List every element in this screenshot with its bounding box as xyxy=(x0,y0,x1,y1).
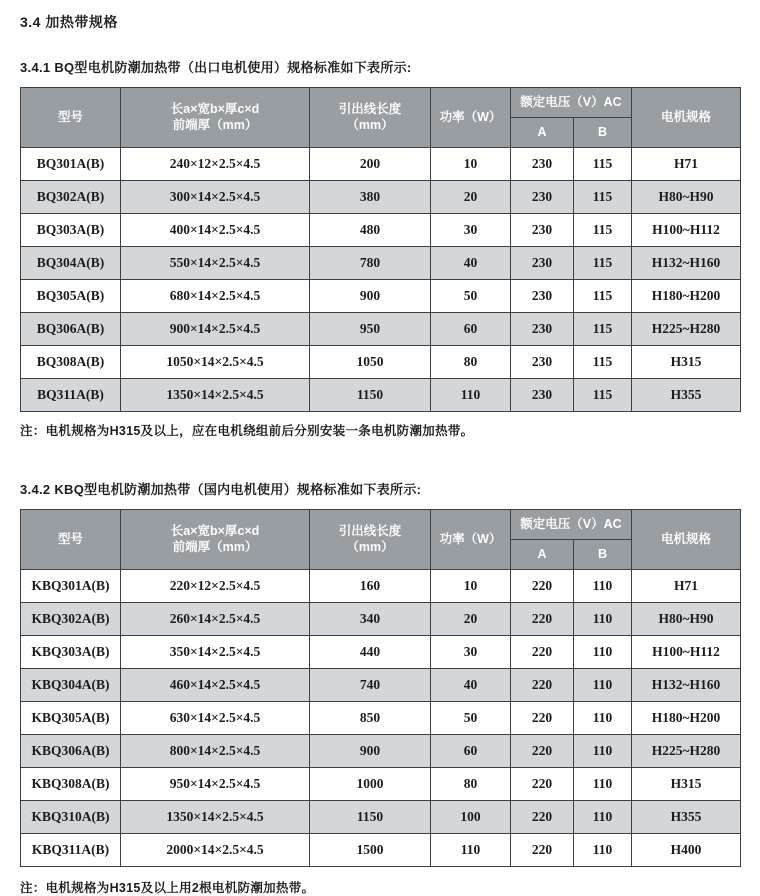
table-cell: 220 xyxy=(511,669,574,702)
table-cell: 110 xyxy=(574,570,632,603)
kbq-table-body xyxy=(21,570,741,867)
column-header-power: 功率（W） xyxy=(431,510,511,570)
table-cell: 115 xyxy=(574,148,632,181)
table-cell: 1350×14×2.5×4.5 xyxy=(121,379,310,412)
column-header-motor-spec: 电机规格 xyxy=(632,510,741,570)
table-cell: 380 xyxy=(310,181,431,214)
table-cell: H180~H200 xyxy=(632,280,741,313)
table-cell: 40 xyxy=(431,247,511,280)
table-cell: 20 xyxy=(431,181,511,214)
table-cell: 220 xyxy=(511,834,574,867)
bq-spec-table xyxy=(20,87,741,412)
table-cell: 50 xyxy=(431,280,511,313)
table-cell: KBQ305A(B) xyxy=(21,702,121,735)
table-cell: 900 xyxy=(310,735,431,768)
table-cell: BQ308A(B) xyxy=(21,346,121,379)
table-cell: 440 xyxy=(310,636,431,669)
table-cell: 230 xyxy=(511,148,574,181)
kbq-table-header xyxy=(21,510,741,570)
table-row xyxy=(21,603,741,636)
table-cell: 160 xyxy=(310,570,431,603)
table-cell: 115 xyxy=(574,379,632,412)
table-cell: 230 xyxy=(511,346,574,379)
page-title: 3.4 加热带规格 xyxy=(20,14,118,30)
table-cell: H355 xyxy=(632,379,741,412)
column-header-model: 型号 xyxy=(21,88,121,148)
table-cell: 40 xyxy=(431,669,511,702)
column-header-motor-spec: 电机规格 xyxy=(632,88,741,148)
table-cell: 220 xyxy=(511,702,574,735)
table-cell: KBQ303A(B) xyxy=(21,636,121,669)
table-cell: KBQ304A(B) xyxy=(21,669,121,702)
table-row xyxy=(21,247,741,280)
table-cell: 220 xyxy=(511,735,574,768)
table-cell: KBQ308A(B) xyxy=(21,768,121,801)
column-header-power: 功率（W） xyxy=(431,88,511,148)
table-cell: 350×14×2.5×4.5 xyxy=(121,636,310,669)
bq-table-body xyxy=(21,148,741,412)
bq-table-header xyxy=(21,88,741,148)
table-row xyxy=(21,214,741,247)
table-cell: 110 xyxy=(574,735,632,768)
table-cell: KBQ302A(B) xyxy=(21,603,121,636)
column-header-lead-line1: 引出线长度 xyxy=(338,523,402,538)
table-cell: 230 xyxy=(511,214,574,247)
table-cell: 2000×14×2.5×4.5 xyxy=(121,834,310,867)
table-cell: KBQ311A(B) xyxy=(21,834,121,867)
table-cell: KBQ310A(B) xyxy=(21,801,121,834)
table-cell: H71 xyxy=(632,148,741,181)
column-header-rated-voltage: 额定电压（V）AC xyxy=(511,88,632,118)
table-row xyxy=(21,313,741,346)
table-cell: 780 xyxy=(310,247,431,280)
table-row xyxy=(21,768,741,801)
section-heading-kbq: 3.4.2 KBQ型电机防潮加热带（国内电机使用）规格标准如下表所示: xyxy=(20,482,422,497)
column-header-dimensions-line1: 长a×宽b×厚c×d xyxy=(170,523,260,538)
table-cell: 115 xyxy=(574,214,632,247)
table-cell: H400 xyxy=(632,834,741,867)
table-row xyxy=(21,834,741,867)
table-cell: 200 xyxy=(310,148,431,181)
table-row xyxy=(21,181,741,214)
table-cell: H355 xyxy=(632,801,741,834)
table-cell: 480 xyxy=(310,214,431,247)
column-header-lead-line1: 引出线长度 xyxy=(338,101,402,116)
table-cell: 1000 xyxy=(310,768,431,801)
table-row xyxy=(21,801,741,834)
table-cell: BQ302A(B) xyxy=(21,181,121,214)
table-cell: 115 xyxy=(574,247,632,280)
table-cell: KBQ301A(B) xyxy=(21,570,121,603)
column-header-dimensions-line2: 前端厚（mm） xyxy=(172,117,258,132)
table-cell: H132~H160 xyxy=(632,247,741,280)
table-cell: BQ306A(B) xyxy=(21,313,121,346)
table-cell: KBQ306A(B) xyxy=(21,735,121,768)
table-cell: 220 xyxy=(511,801,574,834)
column-header-dimensions xyxy=(121,88,310,148)
table-cell: H225~H280 xyxy=(632,313,741,346)
table-cell: 230 xyxy=(511,313,574,346)
table-cell: 680×14×2.5×4.5 xyxy=(121,280,310,313)
table-cell: H315 xyxy=(632,768,741,801)
table-cell: 110 xyxy=(574,834,632,867)
table-cell: 10 xyxy=(431,148,511,181)
table-row xyxy=(21,148,741,181)
table-cell: 80 xyxy=(431,768,511,801)
table-cell: 60 xyxy=(431,313,511,346)
table-row xyxy=(21,702,741,735)
column-header-voltage-a: A xyxy=(511,540,574,570)
table-cell: 115 xyxy=(574,313,632,346)
table-cell: 1500 xyxy=(310,834,431,867)
table-cell: 80 xyxy=(431,346,511,379)
table-cell: 50 xyxy=(431,702,511,735)
table-cell: 1150 xyxy=(310,379,431,412)
table-cell: 220×12×2.5×4.5 xyxy=(121,570,310,603)
column-header-model: 型号 xyxy=(21,510,121,570)
table-cell: 10 xyxy=(431,570,511,603)
column-header-lead-length xyxy=(310,88,431,148)
table-cell: 115 xyxy=(574,346,632,379)
table-cell: 1150 xyxy=(310,801,431,834)
table-cell: 900 xyxy=(310,280,431,313)
table-cell: 900×14×2.5×4.5 xyxy=(121,313,310,346)
table-cell: H80~H90 xyxy=(632,603,741,636)
table-cell: BQ305A(B) xyxy=(21,280,121,313)
table-cell: 110 xyxy=(431,379,511,412)
table-cell: 260×14×2.5×4.5 xyxy=(121,603,310,636)
column-header-voltage-b: B xyxy=(574,118,632,148)
table-cell: 110 xyxy=(431,834,511,867)
table-cell: H71 xyxy=(632,570,741,603)
table-cell: 230 xyxy=(511,280,574,313)
table-cell: 60 xyxy=(431,735,511,768)
column-header-dimensions-line1: 长a×宽b×厚c×d xyxy=(170,101,260,116)
section-heading-bq: 3.4.1 BQ型电机防潮加热带（出口电机使用）规格标准如下表所示: xyxy=(20,60,412,75)
table-cell: 240×12×2.5×4.5 xyxy=(121,148,310,181)
column-header-dimensions-line2: 前端厚（mm） xyxy=(172,539,258,554)
table-row xyxy=(21,379,741,412)
table-cell: H180~H200 xyxy=(632,702,741,735)
table-row xyxy=(21,280,741,313)
kbq-spec-table xyxy=(20,509,741,867)
table-cell: 115 xyxy=(574,280,632,313)
table-cell: H315 xyxy=(632,346,741,379)
column-header-lead-line2: （mm） xyxy=(346,539,394,554)
table-cell: BQ311A(B) xyxy=(21,379,121,412)
table-cell: 950 xyxy=(310,313,431,346)
table-cell: 220 xyxy=(511,570,574,603)
table-cell: 230 xyxy=(511,247,574,280)
table-cell: 115 xyxy=(574,181,632,214)
table-cell: 1050 xyxy=(310,346,431,379)
table-row xyxy=(21,570,741,603)
kbq-table-note: 注：电机规格为H315及以上用2根电机防潮加热带。 xyxy=(20,881,315,895)
table-cell: 230 xyxy=(511,379,574,412)
table-cell: 460×14×2.5×4.5 xyxy=(121,669,310,702)
table-cell: 850 xyxy=(310,702,431,735)
table-cell: 950×14×2.5×4.5 xyxy=(121,768,310,801)
table-cell: 300×14×2.5×4.5 xyxy=(121,181,310,214)
table-cell: 1050×14×2.5×4.5 xyxy=(121,346,310,379)
table-row xyxy=(21,346,741,379)
table-cell: H225~H280 xyxy=(632,735,741,768)
table-cell: 220 xyxy=(511,603,574,636)
table-cell: 340 xyxy=(310,603,431,636)
column-header-lead-line2: （mm） xyxy=(346,117,394,132)
table-cell: 1350×14×2.5×4.5 xyxy=(121,801,310,834)
table-cell: 20 xyxy=(431,603,511,636)
table-cell: 230 xyxy=(511,181,574,214)
table-cell: 110 xyxy=(574,801,632,834)
table-cell: 630×14×2.5×4.5 xyxy=(121,702,310,735)
table-cell: 400×14×2.5×4.5 xyxy=(121,214,310,247)
table-cell: 110 xyxy=(574,702,632,735)
table-cell: 110 xyxy=(574,768,632,801)
table-cell: 220 xyxy=(511,636,574,669)
bq-table-note: 注：电机规格为H315及以上，应在电机绕组前后分别安装一条电机防潮加热带。 xyxy=(20,424,474,438)
column-header-dimensions xyxy=(121,510,310,570)
table-cell: H132~H160 xyxy=(632,669,741,702)
table-row xyxy=(21,669,741,702)
table-cell: BQ304A(B) xyxy=(21,247,121,280)
table-cell: BQ301A(B) xyxy=(21,148,121,181)
table-cell: BQ303A(B) xyxy=(21,214,121,247)
table-cell: H80~H90 xyxy=(632,181,741,214)
table-row xyxy=(21,636,741,669)
column-header-voltage-b: B xyxy=(574,540,632,570)
table-cell: 30 xyxy=(431,214,511,247)
table-cell: 30 xyxy=(431,636,511,669)
table-cell: 110 xyxy=(574,669,632,702)
column-header-rated-voltage: 额定电压（V）AC xyxy=(511,510,632,540)
column-header-voltage-a: A xyxy=(511,118,574,148)
table-row xyxy=(21,735,741,768)
table-cell: H100~H112 xyxy=(632,214,741,247)
table-cell: 220 xyxy=(511,768,574,801)
table-cell: 550×14×2.5×4.5 xyxy=(121,247,310,280)
table-cell: 800×14×2.5×4.5 xyxy=(121,735,310,768)
table-cell: 110 xyxy=(574,636,632,669)
column-header-lead-length xyxy=(310,510,431,570)
table-cell: 110 xyxy=(574,603,632,636)
table-cell: 740 xyxy=(310,669,431,702)
table-cell: 100 xyxy=(431,801,511,834)
table-cell: H100~H112 xyxy=(632,636,741,669)
